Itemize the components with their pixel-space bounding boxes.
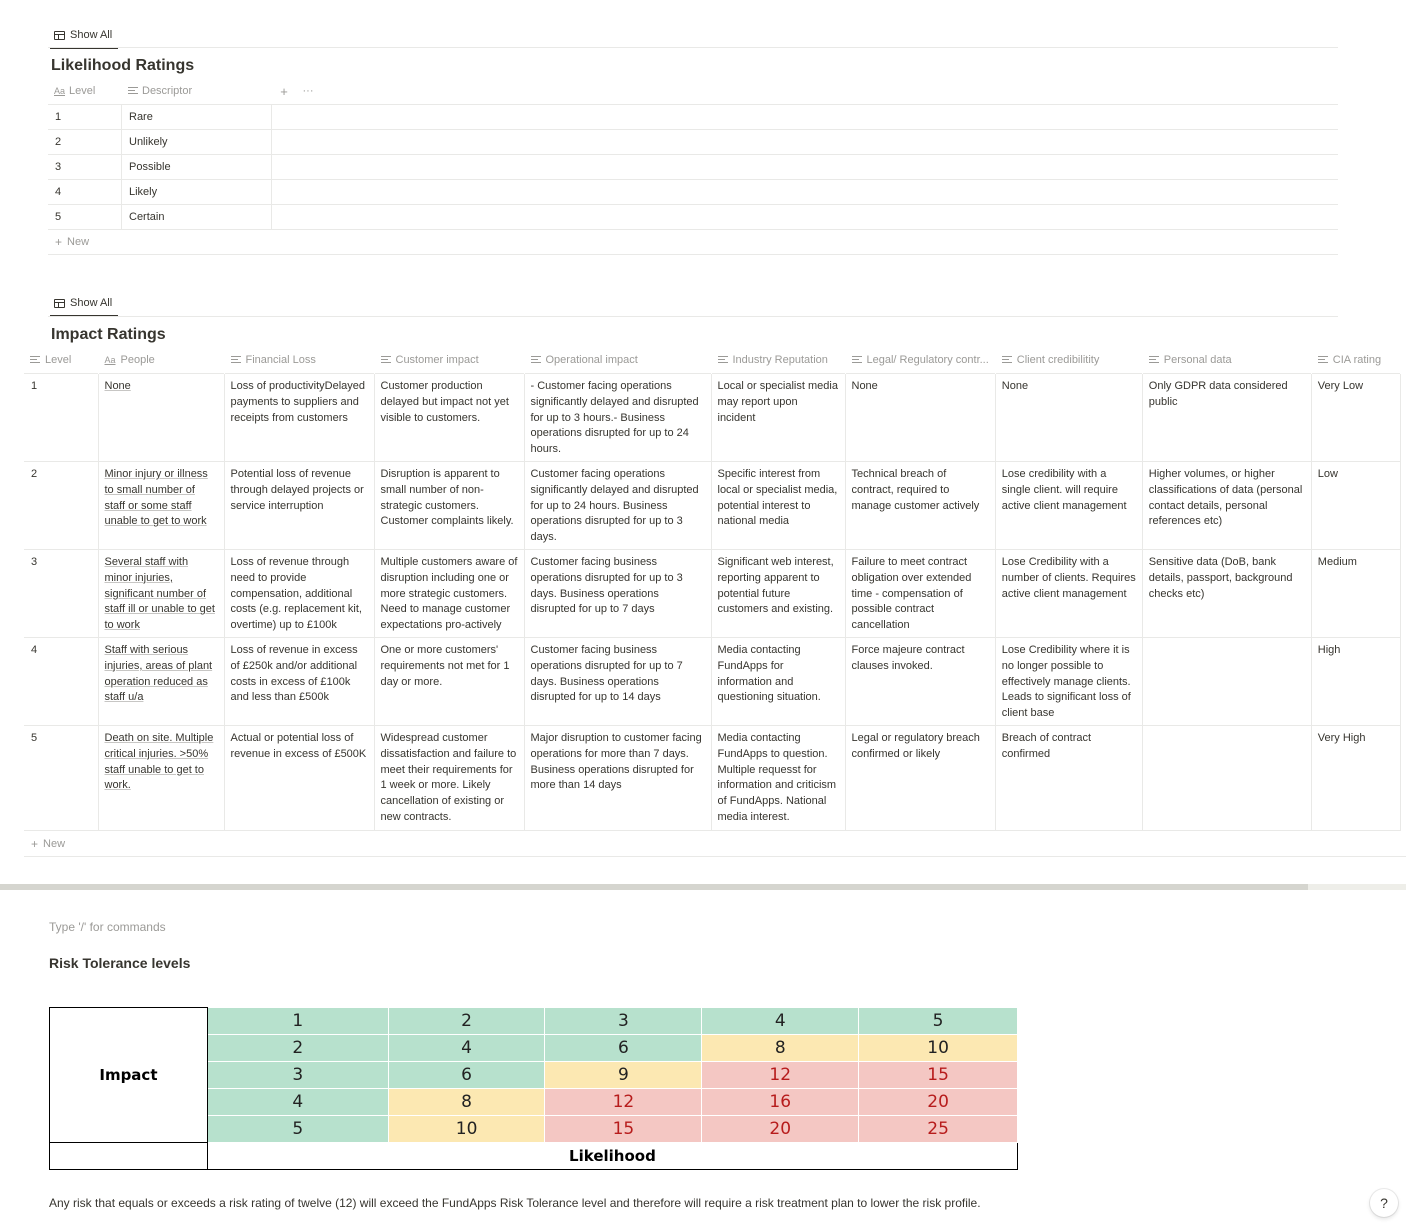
matrix-cell: 12	[702, 1062, 859, 1089]
column-header-reputation[interactable]: Industry Reputation	[711, 347, 845, 374]
cell-reputation[interactable]: Local or specialist media may report upon incident	[711, 374, 845, 462]
table-row[interactable]	[24, 726, 1400, 831]
cell-level[interactable]: 5	[24, 726, 98, 831]
likelihood-view-tab[interactable]	[50, 24, 118, 46]
scrollbar-thumb[interactable]	[0, 884, 1308, 890]
table-row[interactable]	[48, 104, 1338, 129]
cell-client[interactable]: Breach of contract confirmed	[995, 726, 1142, 831]
likelihood-title: Likelihood Ratings	[51, 57, 195, 74]
matrix-cell: 20	[702, 1116, 859, 1143]
cell-level[interactable]: 1	[48, 105, 122, 129]
table-icon	[54, 299, 65, 308]
impact-table	[24, 347, 1401, 831]
text-property-icon	[30, 356, 40, 364]
likelihood-table	[48, 78, 1338, 255]
matrix-cell: 15	[545, 1116, 702, 1143]
table-row[interactable]	[48, 204, 1338, 229]
impact-view-tab[interactable]	[50, 292, 118, 314]
cell-people[interactable]: None	[98, 374, 224, 462]
cell-personal[interactable]: Higher volumes, or higher classifications of data (personal contact details, personal references etc)	[1142, 462, 1311, 550]
cell-level[interactable]: 4	[24, 638, 98, 726]
cell-people[interactable]: Death on site. Multiple critical injuries. >50% staff unable to get to work.	[98, 726, 224, 831]
cell-personal[interactable]	[1142, 726, 1311, 831]
impact-axis-label: Impact	[50, 1008, 208, 1143]
cell-client[interactable]: None	[995, 374, 1142, 462]
help-button[interactable]	[1370, 1189, 1398, 1217]
cell-client[interactable]: Lose Credibility where it is no longer possible to effectively manage clients. Leads to significant loss of client base	[995, 638, 1142, 726]
matrix-cell: 4	[702, 1008, 859, 1035]
table-row[interactable]	[48, 179, 1338, 204]
table-row[interactable]	[24, 374, 1400, 462]
cell-financial[interactable]: Actual or potential loss of revenue in excess of £500K	[224, 726, 374, 831]
matrix-cell: 6	[545, 1035, 702, 1062]
view-tab-label: Show All	[70, 297, 113, 309]
cell-reputation[interactable]: Specific interest from local or specialist media, potential interest to national media	[711, 462, 845, 550]
cell-operational[interactable]: Major disruption to customer facing operations for more than 7 days. Business operations disrupted for more than 14 days	[524, 726, 711, 831]
new-row-button[interactable]: + New	[55, 235, 90, 249]
cell-customer[interactable]: Multiple customers aware of disruption including one or more strategic customers. Need to manage customer expectations pro-actively	[374, 550, 524, 638]
matrix-cell: 9	[545, 1062, 702, 1089]
cell-level[interactable]: 2	[48, 130, 122, 154]
matrix-cell: 10	[388, 1116, 545, 1143]
table-row[interactable]	[48, 129, 1338, 154]
matrix-cell: 5	[207, 1116, 388, 1143]
text-property-icon	[852, 356, 862, 364]
cell-financial[interactable]: Loss of productivityDelayed payments to suppliers and receipts from customers	[224, 374, 374, 462]
matrix-row	[50, 1008, 1018, 1035]
column-header-client[interactable]: Client credibilitity	[995, 347, 1142, 374]
view-tab-label: Show All	[70, 29, 113, 41]
matrix-cell: 8	[388, 1089, 545, 1116]
cell-operational[interactable]: Customer facing business operations disrupted for up to 3 days. Business operations disrupted for up to 7 days	[524, 550, 711, 638]
cell-descriptor[interactable]: Certain	[122, 205, 272, 229]
cell-cia[interactable]: High	[1311, 638, 1400, 726]
matrix-cell: 3	[545, 1008, 702, 1035]
cell-operational[interactable]: - Customer facing operations significantly delayed and disrupted for up to 3 hours.- Business operations disrupted for up to 24 hours.	[524, 374, 711, 462]
matrix-cell: 2	[388, 1008, 545, 1035]
ellipsis-icon[interactable]: ···	[302, 85, 314, 97]
question-icon: ?	[1380, 1195, 1388, 1211]
command-placeholder[interactable]: Type '/' for commands	[49, 920, 166, 934]
cell-descriptor[interactable]: Unlikely	[122, 130, 272, 154]
column-header-financial[interactable]: Financial Loss	[224, 347, 374, 374]
cell-descriptor[interactable]: Rare	[122, 105, 272, 129]
cell-financial[interactable]: Loss of revenue through need to provide compensation, additional costs (e.g. replacement kit, overtime) up to £100k	[224, 550, 374, 638]
text-property-icon	[718, 356, 728, 364]
matrix-axis-row	[50, 1143, 1018, 1170]
cell-client[interactable]: Lose Credibility with a number of clients. Requires active client management	[995, 550, 1142, 638]
column-header-legal[interactable]: Legal/ Regulatory contr...	[845, 347, 995, 374]
text-property-icon	[381, 356, 391, 364]
cell-people[interactable]: Staff with serious injuries, areas of plant operation reduced as staff u/a	[98, 638, 224, 726]
cell-operational[interactable]: Customer facing operations significantly delayed and disrupted for up to 24 hours. Business operations disrupted for up to 3 days.	[524, 462, 711, 550]
cell-customer[interactable]: Customer production delayed but impact not yet visible to customers.	[374, 374, 524, 462]
cell-level[interactable]: 1	[24, 374, 98, 462]
cell-cia[interactable]: Very Low	[1311, 374, 1400, 462]
cell-people[interactable]: Minor injury or illness to small number of staff or some staff unable to get to work	[98, 462, 224, 550]
cell-financial[interactable]: Potential loss of revenue through delayed projects or service interruption	[224, 462, 374, 550]
risk-tolerance-heading: Risk Tolerance levels	[49, 955, 191, 971]
table-row[interactable]	[24, 550, 1400, 638]
text-property-icon	[128, 87, 138, 95]
cell-legal[interactable]: Technical breach of contract, required to manage customer actively	[845, 462, 995, 550]
scrollbar-track-end	[1308, 884, 1406, 890]
column-header-personal[interactable]: Personal data	[1142, 347, 1311, 374]
cell-descriptor[interactable]: Likely	[122, 180, 272, 204]
column-header-cia[interactable]: CIA rating	[1311, 347, 1400, 374]
matrix-cell: 8	[702, 1035, 859, 1062]
matrix-cell: 20	[859, 1089, 1018, 1116]
matrix-cell: 3	[207, 1062, 388, 1089]
plus-icon[interactable]: +	[280, 83, 288, 99]
matrix-cell: 10	[859, 1035, 1018, 1062]
new-row-button[interactable]: + New	[31, 836, 66, 851]
table-row[interactable]	[48, 154, 1338, 179]
text-property-icon	[1149, 356, 1159, 364]
matrix-cell: 1	[207, 1008, 388, 1035]
cell-cia[interactable]: Medium	[1311, 550, 1400, 638]
cell-descriptor[interactable]: Possible	[122, 155, 272, 179]
cell-customer[interactable]: Widespread customer dissatisfaction and failure to meet their requirements for 1 week or more. Likely cancellation of existing or new contracts.	[374, 726, 524, 831]
matrix-cell: 25	[859, 1116, 1018, 1143]
matrix-corner	[50, 1143, 208, 1170]
cell-financial[interactable]: Loss of revenue in excess of £250k and/or additional costs in excess of £100k and less than £500k	[224, 638, 374, 726]
risk-matrix	[49, 1007, 1018, 1170]
column-header-customer[interactable]: Customer impact	[374, 347, 524, 374]
matrix-cell: 15	[859, 1062, 1018, 1089]
cell-personal[interactable]: Only GDPR data considered public	[1142, 374, 1311, 462]
matrix-cell: 5	[859, 1008, 1018, 1035]
cell-personal[interactable]	[1142, 638, 1311, 726]
matrix-cell: 4	[388, 1035, 545, 1062]
cell-operational[interactable]: Customer facing business operations disrupted for up to 7 days. Business operations disrupted for up to 14 days	[524, 638, 711, 726]
cell-people[interactable]: Several staff with minor injuries, significant number of staff ill or unable to get to work	[98, 550, 224, 638]
cell-personal[interactable]: Sensitive data (DoB, bank details, passport, background checks etc)	[1142, 550, 1311, 638]
cell-legal[interactable]: Legal or regulatory breach confirmed or likely	[845, 726, 995, 831]
cell-reputation[interactable]: Significant web interest, reporting apparent to potential future customers and existing.	[711, 550, 845, 638]
divider	[48, 47, 1338, 48]
title-property-icon: Aa	[104, 355, 116, 365]
cell-cia[interactable]: Low	[1311, 462, 1400, 550]
column-header-level[interactable]: Level	[24, 347, 98, 374]
cell-legal[interactable]: Force majeure contract clauses invoked.	[845, 638, 995, 726]
column-header-people[interactable]: Aa People	[98, 347, 224, 374]
divider	[48, 316, 1338, 317]
table-row[interactable]	[24, 462, 1400, 550]
cell-reputation[interactable]: Media contacting FundApps to question. Multiple requesst for information and criticism of FundApps. National media interest.	[711, 726, 845, 831]
impact-table-container	[24, 347, 1406, 857]
matrix-cell: 6	[388, 1062, 545, 1089]
column-header-operational[interactable]: Operational impact	[524, 347, 711, 374]
cell-cia[interactable]: Very High	[1311, 726, 1400, 831]
matrix-cell: 4	[207, 1089, 388, 1116]
cell-legal[interactable]: None	[845, 374, 995, 462]
cell-customer[interactable]: Disruption is apparent to small number of non-strategic customers. Customer complaints likely.	[374, 462, 524, 550]
plus-icon: +	[55, 235, 63, 249]
title-property-icon: Aa	[54, 86, 66, 96]
plus-icon: +	[31, 836, 39, 851]
cell-client[interactable]: Lose credibility with a single client. will require active client management	[995, 462, 1142, 550]
text-property-icon	[1002, 356, 1012, 364]
text-property-icon	[1318, 356, 1328, 364]
column-header-descriptor[interactable]: Descriptor	[122, 85, 272, 97]
cell-level[interactable]: 2	[24, 462, 98, 550]
cell-level[interactable]: 3	[48, 155, 122, 179]
column-header-level[interactable]: Aa Level	[54, 85, 96, 97]
cell-customer[interactable]: One or more customers' requirements not met for 1 day or more.	[374, 638, 524, 726]
text-property-icon	[231, 356, 241, 364]
matrix-cell: 2	[207, 1035, 388, 1062]
table-icon	[54, 31, 65, 40]
likelihood-axis-label: Likelihood	[207, 1143, 1017, 1170]
horizontal-scrollbar[interactable]	[0, 884, 1406, 890]
tolerance-note: Any risk that equals or exceeds a risk rating of twelve (12) will exceed the FundApps Risk Tolerance level and therefore will require a risk treatment plan to lower the risk profile.	[49, 1196, 981, 1210]
impact-title: Impact Ratings	[51, 326, 166, 343]
matrix-cell: 12	[545, 1089, 702, 1116]
table-row[interactable]	[24, 638, 1400, 726]
matrix-cell: 16	[702, 1089, 859, 1116]
cell-level[interactable]: 5	[48, 205, 122, 229]
cell-level[interactable]: 4	[48, 180, 122, 204]
cell-reputation[interactable]: Media contacting FundApps for information and questioning situation.	[711, 638, 845, 726]
table-header	[48, 78, 1338, 104]
text-property-icon	[531, 356, 541, 364]
cell-legal[interactable]: Failure to meet contract obligation over extended time - compensation of possible contract cancellation	[845, 550, 995, 638]
cell-level[interactable]: 3	[24, 550, 98, 638]
